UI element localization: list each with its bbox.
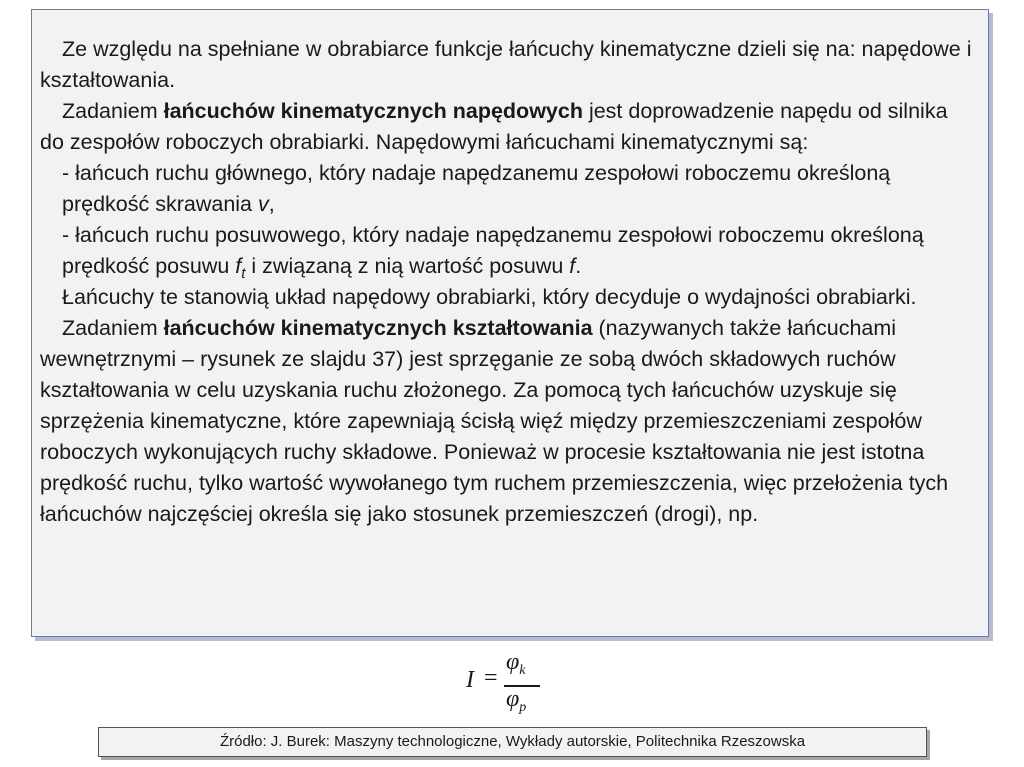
list-item-main-motion — [40, 158, 975, 220]
var-feed: f — [569, 254, 576, 278]
formula-numerator — [506, 649, 526, 679]
paragraph-intro-text: Ze względu na spełniane w obrabiarce funkcje łańcuchy kinematyczne dzieli się na: napędowe i kształtowania. — [40, 37, 972, 92]
list-item-main-motion-end: , — [268, 192, 275, 216]
formula-numerator-symbol: φ — [506, 649, 520, 675]
paragraph-shaping-chains — [40, 313, 975, 530]
source-citation: Źródło: J. Burek: Maszyny technologiczne, Wykłady autorskie, Politechnika Rzeszowska — [98, 727, 927, 757]
var-feed-speed-sub: t — [241, 265, 246, 282]
paragraph-drive-chains — [40, 96, 975, 158]
var-cutting-speed: v — [257, 192, 269, 216]
formula-denominator-sub: p — [519, 700, 527, 715]
term-drive-chains: łańcuchów kinematycznych napędowych — [163, 99, 583, 123]
formula-denominator-symbol: φ — [506, 686, 520, 712]
list-item-feed-motion-mid: i związaną z nią wartość posuwu — [245, 254, 570, 278]
paragraph-drive-rest: jest doprowadzenie napędu od silnika do zespołów roboczych obrabiarki. Napędowymi łańcuchami kinematycznymi są: — [40, 99, 948, 154]
body-text — [40, 34, 975, 530]
list-item-main-motion-text: - łańcuch ruchu głównego, który nadaje napędzanemu zespołowi roboczemu określoną prędkość skrawania — [62, 161, 891, 216]
term-shaping-chains: łańcuchów kinematycznych kształtowania — [163, 316, 593, 340]
var-feed-speed: f — [235, 254, 242, 278]
formula-denominator — [506, 686, 526, 716]
content-box — [31, 9, 989, 637]
paragraph-shaping-lead: Zadaniem — [62, 316, 164, 340]
paragraph-drive-lead: Zadaniem — [62, 99, 164, 123]
formula-numerator-sub: k — [519, 663, 526, 678]
list-item-feed-motion-text: - łańcuch ruchu posuwowego, który nadaje napędzanemu zespołowi roboczemu określoną prędkość posuwu — [62, 223, 924, 278]
formula-lhs: I — [466, 667, 474, 693]
list-item-feed-motion — [40, 220, 975, 282]
paragraph-drive-system — [40, 282, 975, 313]
formula-equals: = — [484, 665, 498, 691]
paragraph-shaping-rest: (nazywanych także łańcuchami wewnętrznymi – rysunek ze slajdu 37) jest sprzęganie ze sobą dwóch składowych ruchów kształtowania w celu uzyskania ruchu złożonego. Za pomocą tych łańcuchów uzyskuje się sprzężenia kinematyczne, które zapewniają ścisłą więź między przemieszczeniami zespołów roboczych wykonujących ruchy składowe. Ponieważ w procesie kształtowania nie jest istotna prędkość ruchu, tylko wartość wywołanego tym ruchem przemieszczenia, więc przełożenia tych łańcuchów najczęściej określa się jako stosunek przemieszczeń (drogi), np. — [40, 316, 949, 526]
paragraph-drive-system-text: Łańcuchy te stanowią układ napędowy obrabiarki, który decyduje o wydajności obrabiarki. — [62, 285, 917, 309]
ratio-formula — [466, 651, 556, 723]
paragraph-intro — [40, 34, 975, 96]
list-item-feed-motion-end: . — [575, 254, 582, 278]
